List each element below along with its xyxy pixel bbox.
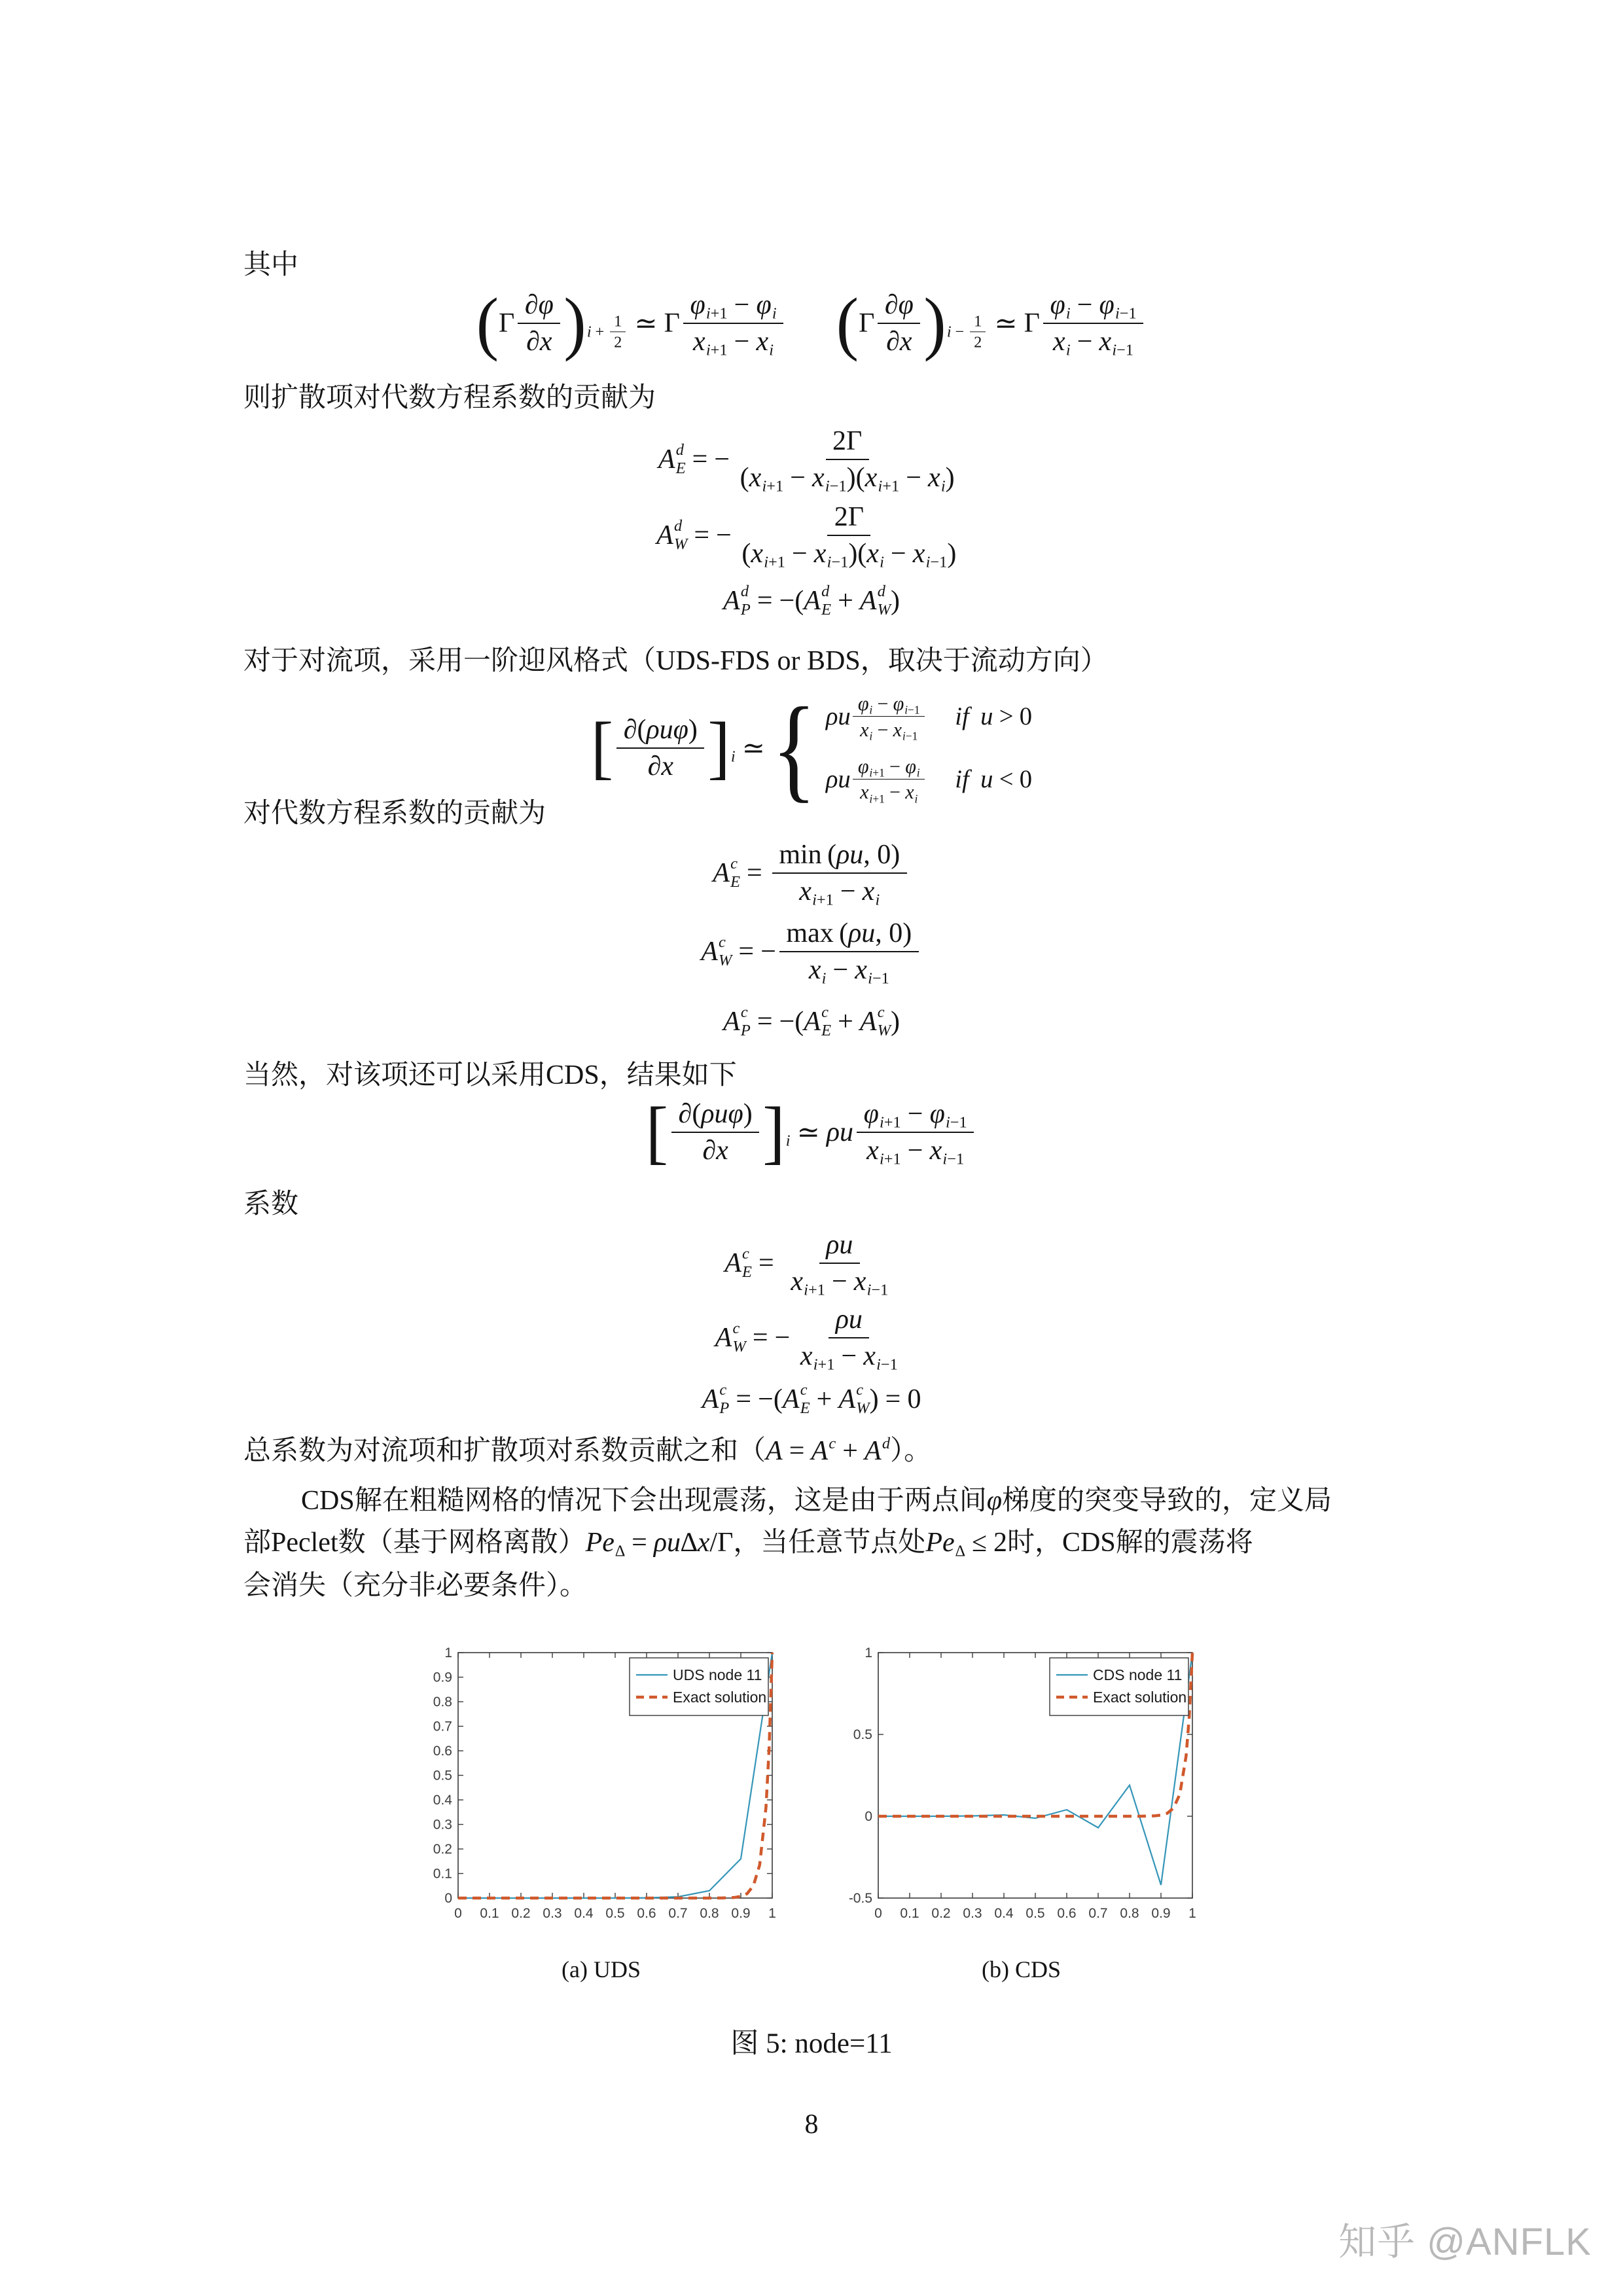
- svg-text:0: 0: [865, 1809, 872, 1824]
- text-line: 系数: [243, 1189, 299, 1219]
- equation-cds: [ ∂ ( ρuφ ) ∂x ] i ≃ ρu φ i +1 − φ i −1 x i +1 − x i −1: [243, 1098, 1380, 1166]
- svg-text:0.8: 0.8: [1120, 1906, 1139, 1921]
- panel-caption-a: (a) UDS: [562, 1956, 641, 1982]
- uds-chart: [416, 1643, 786, 1935]
- watermark: 知乎 @ANFLK: [1338, 2221, 1592, 2263]
- svg-text:0.5: 0.5: [605, 1906, 625, 1921]
- text-line: 对代数方程系数的贡献为: [243, 798, 546, 829]
- equation-acp2: A c P = −( A c E + A c W ) = 0: [702, 1381, 921, 1417]
- equation-upwind-cases: [ ∂ ( ρuφ ) ∂x ] i ≃ { ρu φ i − φ i −1 x i − x i −1 if u > 0 ρu φ i +1 − φ i x i +1 − x i if u < 0: [590, 683, 1033, 813]
- paragraph-diffusion-contrib: [243, 382, 1380, 414]
- equation-adw: A d W = − 2Γ ( x i +1 − x i −1 )( x i − x i −1 ): [656, 502, 957, 571]
- svg-text:0.3: 0.3: [543, 1906, 562, 1921]
- svg-text:0.5: 0.5: [433, 1768, 452, 1784]
- svg-text:0.4: 0.4: [994, 1906, 1014, 1921]
- svg-text:0.2: 0.2: [433, 1842, 452, 1857]
- svg-text:0.1: 0.1: [900, 1906, 919, 1921]
- svg-text:Exact solution: Exact solution: [1093, 1689, 1187, 1706]
- svg-text:0.4: 0.4: [433, 1793, 452, 1808]
- equation-acp: A c P = −( A c E + A c W ): [722, 1003, 901, 1039]
- svg-text:UDS node 11: UDS node 11: [673, 1666, 762, 1683]
- text-line: 其中: [243, 250, 299, 280]
- equation-acw2: A c W = − ρu x i +1 − x i −1: [715, 1304, 898, 1374]
- svg-text:0.7: 0.7: [1088, 1906, 1108, 1921]
- svg-text:0.2: 0.2: [511, 1906, 531, 1921]
- svg-text:CDS node 11: CDS node 11: [1093, 1666, 1183, 1683]
- svg-text:1: 1: [768, 1906, 776, 1921]
- cds-chart: [836, 1643, 1206, 1935]
- paragraph-xishu: [243, 1188, 1380, 1221]
- svg-text:0.6: 0.6: [1057, 1906, 1077, 1921]
- svg-text:0: 0: [454, 1906, 462, 1921]
- equation-diffusion-flux: ( Γ $\frac{\partial\varphi}{\partial x}$ ) i + $\frac{1}{2}$ ≃ Γ φ i +1 − φ i x i +1 − x i ( Γ $\frac{\partial\varphi}{\partial x}$ ) i − $\frac{1}{2}$ ≃ Γ φ i − φ i −1 x i − x i −1: [243, 289, 1380, 357]
- paragraph-total-coeff: 总系数为对流项和扩散项对系数贡献之和（ A = A c + A d ）。: [243, 1435, 932, 1466]
- figure-caption: 图 5: node=11: [730, 2028, 893, 2059]
- svg-text:0.1: 0.1: [433, 1866, 452, 1882]
- svg-text:0.9: 0.9: [731, 1906, 751, 1921]
- svg-text:0.1: 0.1: [480, 1906, 499, 1921]
- svg-text:0.9: 0.9: [1151, 1906, 1171, 1921]
- equation-ace2: A c E = ρu x i +1 − x i −1: [724, 1230, 889, 1299]
- text-line: 则扩散项对代数方程系数的贡献为: [243, 383, 656, 413]
- svg-text:-0.5: -0.5: [848, 1891, 872, 1906]
- svg-text:0.3: 0.3: [433, 1817, 452, 1833]
- svg-text:0.9: 0.9: [433, 1670, 452, 1685]
- svg-text:0.4: 0.4: [574, 1906, 594, 1921]
- svg-text:0.5: 0.5: [853, 1727, 872, 1742]
- svg-text:Exact solution: Exact solution: [673, 1689, 767, 1706]
- svg-text:0.7: 0.7: [433, 1719, 452, 1734]
- paragraph-peclet-line3: 会消失（充分非必要条件）。: [243, 1571, 588, 1601]
- svg-text:0: 0: [874, 1906, 882, 1921]
- svg-text:0.2: 0.2: [931, 1906, 951, 1921]
- svg-text:0.6: 0.6: [433, 1744, 452, 1759]
- uds-chart-svg: [416, 1643, 786, 1935]
- panel-caption-b: (b) CDS: [981, 1956, 1061, 1982]
- svg-text:1: 1: [865, 1645, 872, 1660]
- page-number: 8: [804, 2109, 819, 2140]
- svg-text:0.6: 0.6: [637, 1906, 656, 1921]
- legend: [630, 1658, 768, 1715]
- svg-text:1: 1: [444, 1645, 452, 1660]
- paragraph-cds-intro: [243, 1059, 1380, 1092]
- text-line: 当然，对该项还可以采用CDS，结果如下: [243, 1060, 737, 1090]
- equation-ade: A d E = − 2Γ ( x i +1 − x i −1 )( x i +1 − x i ): [658, 426, 955, 495]
- paragraph-qizhong: [243, 249, 1380, 281]
- paragraph-peclet-line2: 部Peclet数（基于网格离散） Pe ∆ = ρu ∆ x /Γ，当任意节点处 Pe ∆ ≤ 2时，CDS解的震荡将: [243, 1528, 1253, 1560]
- svg-text:0.7: 0.7: [668, 1906, 688, 1921]
- paragraph-coeff-contrib: [243, 797, 1380, 830]
- text-line: 对于对流项，采用一阶迎风格式（UDS-FDS or BDS，取决于流动方向）: [243, 646, 1108, 676]
- equation-ace: A c E = min ( ρu , 0) x i +1 − x i: [243, 839, 1380, 907]
- svg-text:0.5: 0.5: [1026, 1906, 1045, 1921]
- svg-text:1: 1: [1188, 1906, 1196, 1921]
- paragraph-convection-scheme: [243, 645, 1380, 677]
- legend: [1050, 1658, 1188, 1715]
- paragraph-peclet-line1: CDS解在粗糙网格的情况下会出现震荡，这是由于两点间 φ 梯度的突变导致的，定义局: [301, 1486, 1332, 1516]
- svg-text:0.8: 0.8: [433, 1695, 452, 1710]
- equation-adp: A d P = −( A d E + A d W ): [722, 583, 901, 619]
- svg-text:0.8: 0.8: [700, 1906, 719, 1921]
- svg-text:0: 0: [444, 1891, 452, 1906]
- equation-acw: A c W = − max ( ρu , 0) x i − x i −1: [243, 918, 1380, 986]
- svg-text:0.3: 0.3: [963, 1906, 982, 1921]
- cds-chart-svg: [836, 1643, 1206, 1935]
